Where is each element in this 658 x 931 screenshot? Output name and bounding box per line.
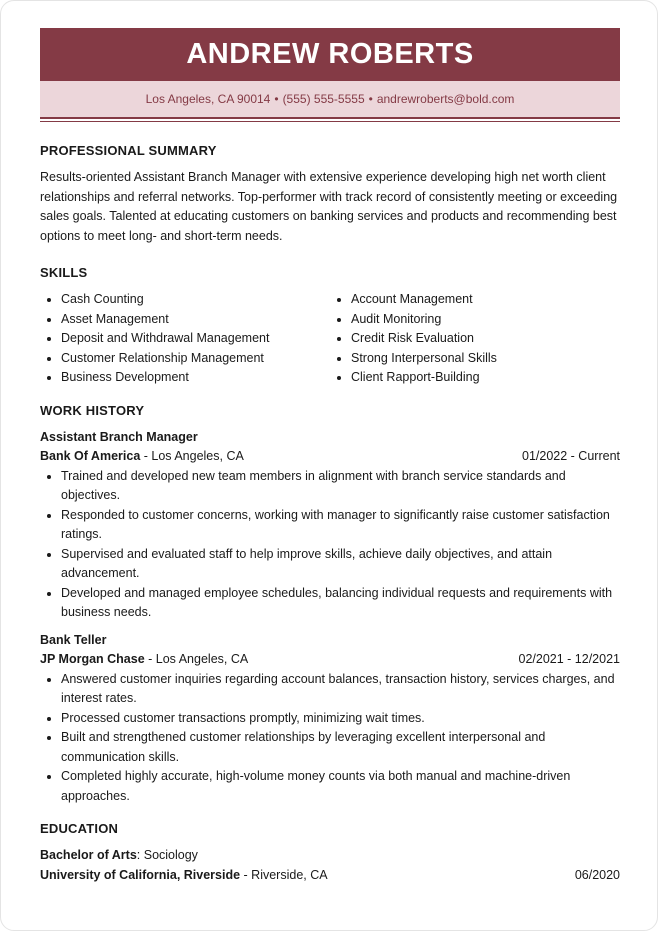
job-company-line xyxy=(40,650,248,670)
education-degree: Bachelor of Arts xyxy=(40,848,137,862)
job-company-row xyxy=(40,650,620,670)
education-school-row xyxy=(40,866,620,886)
summary-text: Results-oriented Assistant Branch Manager with extensive experience developing high net worth client relationships and referral networks. Top-performer with track record of consistently meeting or exceeding sales goals. Talented at educating customers on banking services and products and recommending best options to meet long- and short-term needs. xyxy=(40,170,618,243)
contact-separator: • xyxy=(274,92,279,106)
skill-item: • Audit Monitoring xyxy=(351,310,620,330)
job-bullet: • Completed highly accurate, high-volume money counts via both manual and machine-driven approaches. xyxy=(61,767,620,806)
skill-item: • Credit Risk Evaluation xyxy=(351,329,620,349)
job-bullets xyxy=(40,467,620,623)
education-location: - Riverside, CA xyxy=(240,867,328,882)
contact-separator: • xyxy=(368,92,373,106)
job-bullet: • Trained and developed new team members in alignment with branch service standards and objectives. xyxy=(61,467,620,506)
job-entry xyxy=(40,631,620,807)
skills-list-right xyxy=(330,290,620,388)
job-bullet: • Responded to customer concerns, working with manager to significantly raise customer satisfaction ratings. xyxy=(61,506,620,545)
education-date: 06/2020 xyxy=(574,867,620,882)
skills-list-left xyxy=(40,290,330,388)
skills-heading: SKILLS xyxy=(40,265,88,280)
job-bullet: • Developed and managed employee schedules, balancing individual requests and requirements with business needs. xyxy=(61,584,620,623)
job-bullet: • Processed customer transactions promptly, minimizing wait times. xyxy=(61,709,620,729)
job-dates: 02/2021 - 12/2021 xyxy=(518,652,620,666)
contact-phone: (555) 555-5555 xyxy=(282,92,365,106)
skill-item: • Cash Counting xyxy=(61,290,330,310)
skill-item: • Asset Management xyxy=(61,310,330,330)
contact-info-band xyxy=(40,81,620,117)
job-location: - Los Angeles, CA xyxy=(140,449,244,463)
education-field: : Sociology xyxy=(136,848,198,862)
skill-item: • Strong Interpersonal Skills xyxy=(351,349,620,369)
job-title: Assistant Branch Manager xyxy=(40,429,198,444)
candidate-name: ANDREW ROBERTS xyxy=(186,38,474,70)
job-bullet: • Supervised and evaluated staff to help improve skills, achieve daily objectives, and attain advancement. xyxy=(61,545,620,584)
skill-item: • Deposit and Withdrawal Management xyxy=(61,329,330,349)
skill-item: • Business Development xyxy=(61,368,330,388)
job-bullet: • Answered customer inquiries regarding account balances, transaction history, services charges, and interest rates. xyxy=(61,670,620,709)
job-entry xyxy=(40,428,620,623)
education-heading: EDUCATION xyxy=(40,821,119,836)
job-title: Bank Teller xyxy=(40,632,107,647)
job-company-line xyxy=(40,447,244,467)
name-header-band xyxy=(40,28,620,81)
job-bullets xyxy=(40,670,620,807)
job-company: Bank Of America xyxy=(40,449,141,463)
job-dates: 01/2022 - Current xyxy=(522,449,620,463)
education-school-line xyxy=(40,866,328,886)
resume-content xyxy=(40,141,620,885)
job-company: JP Morgan Chase xyxy=(40,652,145,666)
skill-item: • Client Rapport-Building xyxy=(351,368,620,388)
skills-grid xyxy=(40,290,620,388)
education-degree-line xyxy=(40,846,620,866)
work-history-heading: WORK HISTORY xyxy=(40,402,145,418)
header-divider-thin xyxy=(40,121,620,122)
education-school: University of California, Riverside xyxy=(40,867,241,882)
job-location: - Los Angeles, CA xyxy=(144,652,249,666)
summary-heading: PROFESSIONAL SUMMARY xyxy=(40,143,217,158)
skill-item: • Customer Relationship Management xyxy=(61,349,330,369)
header-divider-thick xyxy=(40,117,620,119)
contact-location: Los Angeles, CA 90014 xyxy=(145,92,271,106)
skill-item: • Account Management xyxy=(351,290,620,310)
job-bullet: • Built and strengthened customer relationships by leveraging excellent interpersonal and communication skills. xyxy=(61,728,620,767)
contact-email: andrewroberts@bold.com xyxy=(376,92,515,106)
job-company-row xyxy=(40,447,620,467)
